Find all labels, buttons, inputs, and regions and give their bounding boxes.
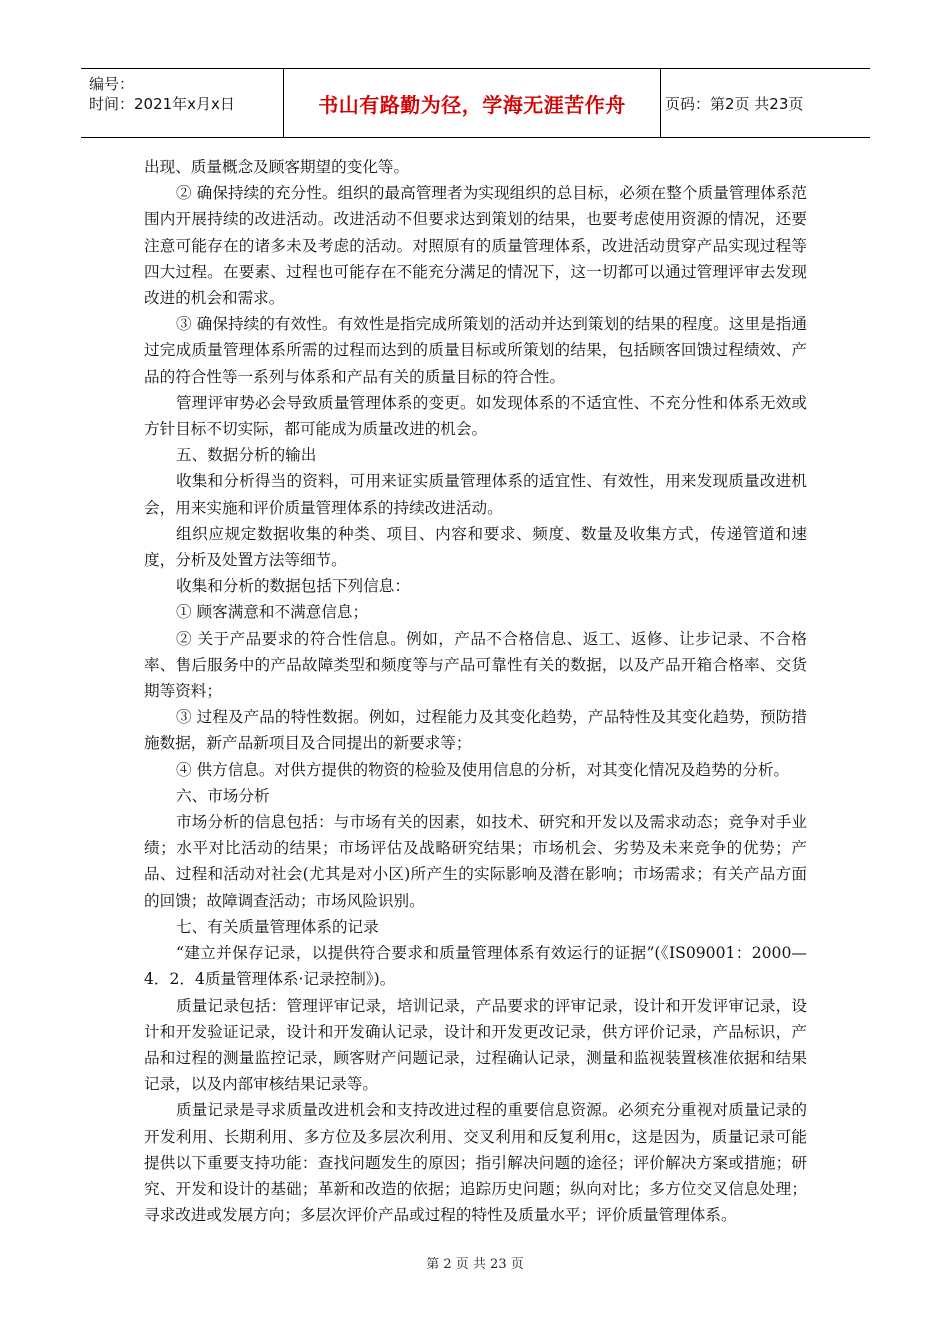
body-paragraph: 质量记录是寻求质量改进机会和支持改进过程的重要信息资源。必须充分重视对质量记录的开发利用、长期利用、多方位及多层次利用、交叉利用和反复利用c，这是因为，质量记录可能提供以下重要支持功能：查找问题发生的原因；指引解决问题的途径；评价解决方案或措施；研究、开发和设计的基础；革新和改造的依据；追踪历史问题；纵向对比；多方位交叉信息处理；寻求改进或发展方向；多层次评价产品或过程的特性及质量水平；评价质量管理体系。 — [144, 1101, 807, 1225]
code-label: 编号： — [89, 75, 135, 93]
body-paragraph: ① 顾客满意和不满意信息； — [176, 603, 369, 622]
header-motto: 书山有路勤为径，学海无涯苦作舟 — [284, 69, 661, 137]
body-paragraph: 出现、质量概念及顾客期望的变化等。 — [144, 158, 410, 176]
body-paragraph: 市场分析的信息包括：与市场有关的因素，如技术、研究和开发以及需求动态；竞争对手业绩；水平对比活动的结果；市场评估及战略研究结果；市场机会、劣势及未来竞争的优势；产品、过程和活动对社会(尤其是对小区)所产生的实际影响及潜在影响；市场需求；有关产品方面的回馈；故障调查活动；市场风险识别。 — [144, 813, 807, 910]
document-body — [144, 154, 807, 1228]
body-paragraph: “建立并保存记录，以提供符合要求和质量管理体系有效运行的证据”(《IS09001：2000—4．2．4质量管理体系·记录控制》)。 — [144, 944, 807, 989]
body-paragraph: ④ 供方信息。对供方提供的物资的检验及使用信息的分析，对其变化情况及趋势的分析。 — [176, 760, 790, 779]
body-paragraph: 五、数据分析的输出 — [176, 446, 317, 465]
body-paragraph: 七、有关质量管理体系的记录 — [176, 917, 379, 936]
body-paragraph: 六、市场分析 — [176, 786, 270, 805]
body-paragraph: ② 关于产品要求的符合性信息。例如，产品不合格信息、返工、返修、让步记录、不合格率、售后服务中的产品故障类型和频度等与产品可靠性有关的数据，以及产品开箱合格率、交货期等资料； — [144, 629, 807, 701]
body-paragraph: 收集和分析的数据包括下列信息： — [176, 577, 410, 596]
body-paragraph: ③ 确保持续的有效性。有效性是指完成所策划的活动并达到策划的结果的程度。这里是指通过完成质量管理体系所需的过程而达到的质量目标或所策划的结果，包括顾客回馈过程绩效、产品的符合性等一系列与体系和产品有关的质量目标的符合性。 — [144, 315, 807, 386]
body-paragraph: 质量记录包括：管理评审记录，培训记录，产品要求的评审记录，设计和开发评审记录，设计和开发验证记录，设计和开发确认记录，设计和开发更改记录，供方评价记录，产品标识，产品和过程的测量监控记录，顾客财产问题记录，过程确认记录，测量和监视装置核准依据和结果记录，以及内部审核结果记录等。 — [144, 996, 807, 1094]
page-footer: 第 2 页 共 23 页 — [426, 1257, 524, 1272]
body-paragraph: 收集和分析得当的资料，可用来证实质量管理体系的适宜性、有效性，用来发现质量改进机会，用来实施和评价质量管理体系的持续改进活动。 — [144, 472, 807, 517]
body-paragraph: ③ 过程及产品的特性数据。例如，过程能力及其变化趋势，产品特性及其变化趋势，预防措施数据，新产品新项目及合同提出的新要求等； — [144, 708, 807, 753]
page-header — [81, 68, 870, 138]
body-paragraph: 管理评审势必会导致质量管理体系的变更。如发现体系的不适宜性、不充分性和体系无效或方针目标不切实际，都可能成为质量改进的机会。 — [144, 393, 807, 439]
body-paragraph: ② 确保持续的充分性。组织的最高管理者为实现组织的总目标，必须在整个质量管理体系范围内开展持续的改进活动。改进活动不但要求达到策划的结果，也要考虑使用资源的情况，还要注意可能存在的诸多未及考虑的活动。对照原有的质量管理体系，改进活动贯穿产品实现过程等四大过程。在要素、过程也可能存在不能充分满足的情况下，这一切都可以通过管理评审去发现改进的机会和需求。 — [144, 184, 807, 308]
header-page-info: 页码：第2页 共23页 — [665, 94, 804, 113]
header-meta — [81, 69, 284, 137]
time-label: 时间：2021年x月x日 — [89, 95, 235, 113]
body-paragraph: 组织应规定数据收集的种类、项目、内容和要求、频度、数量及收集方式，传递管道和速度，分析及处置方法等细节。 — [144, 524, 807, 570]
